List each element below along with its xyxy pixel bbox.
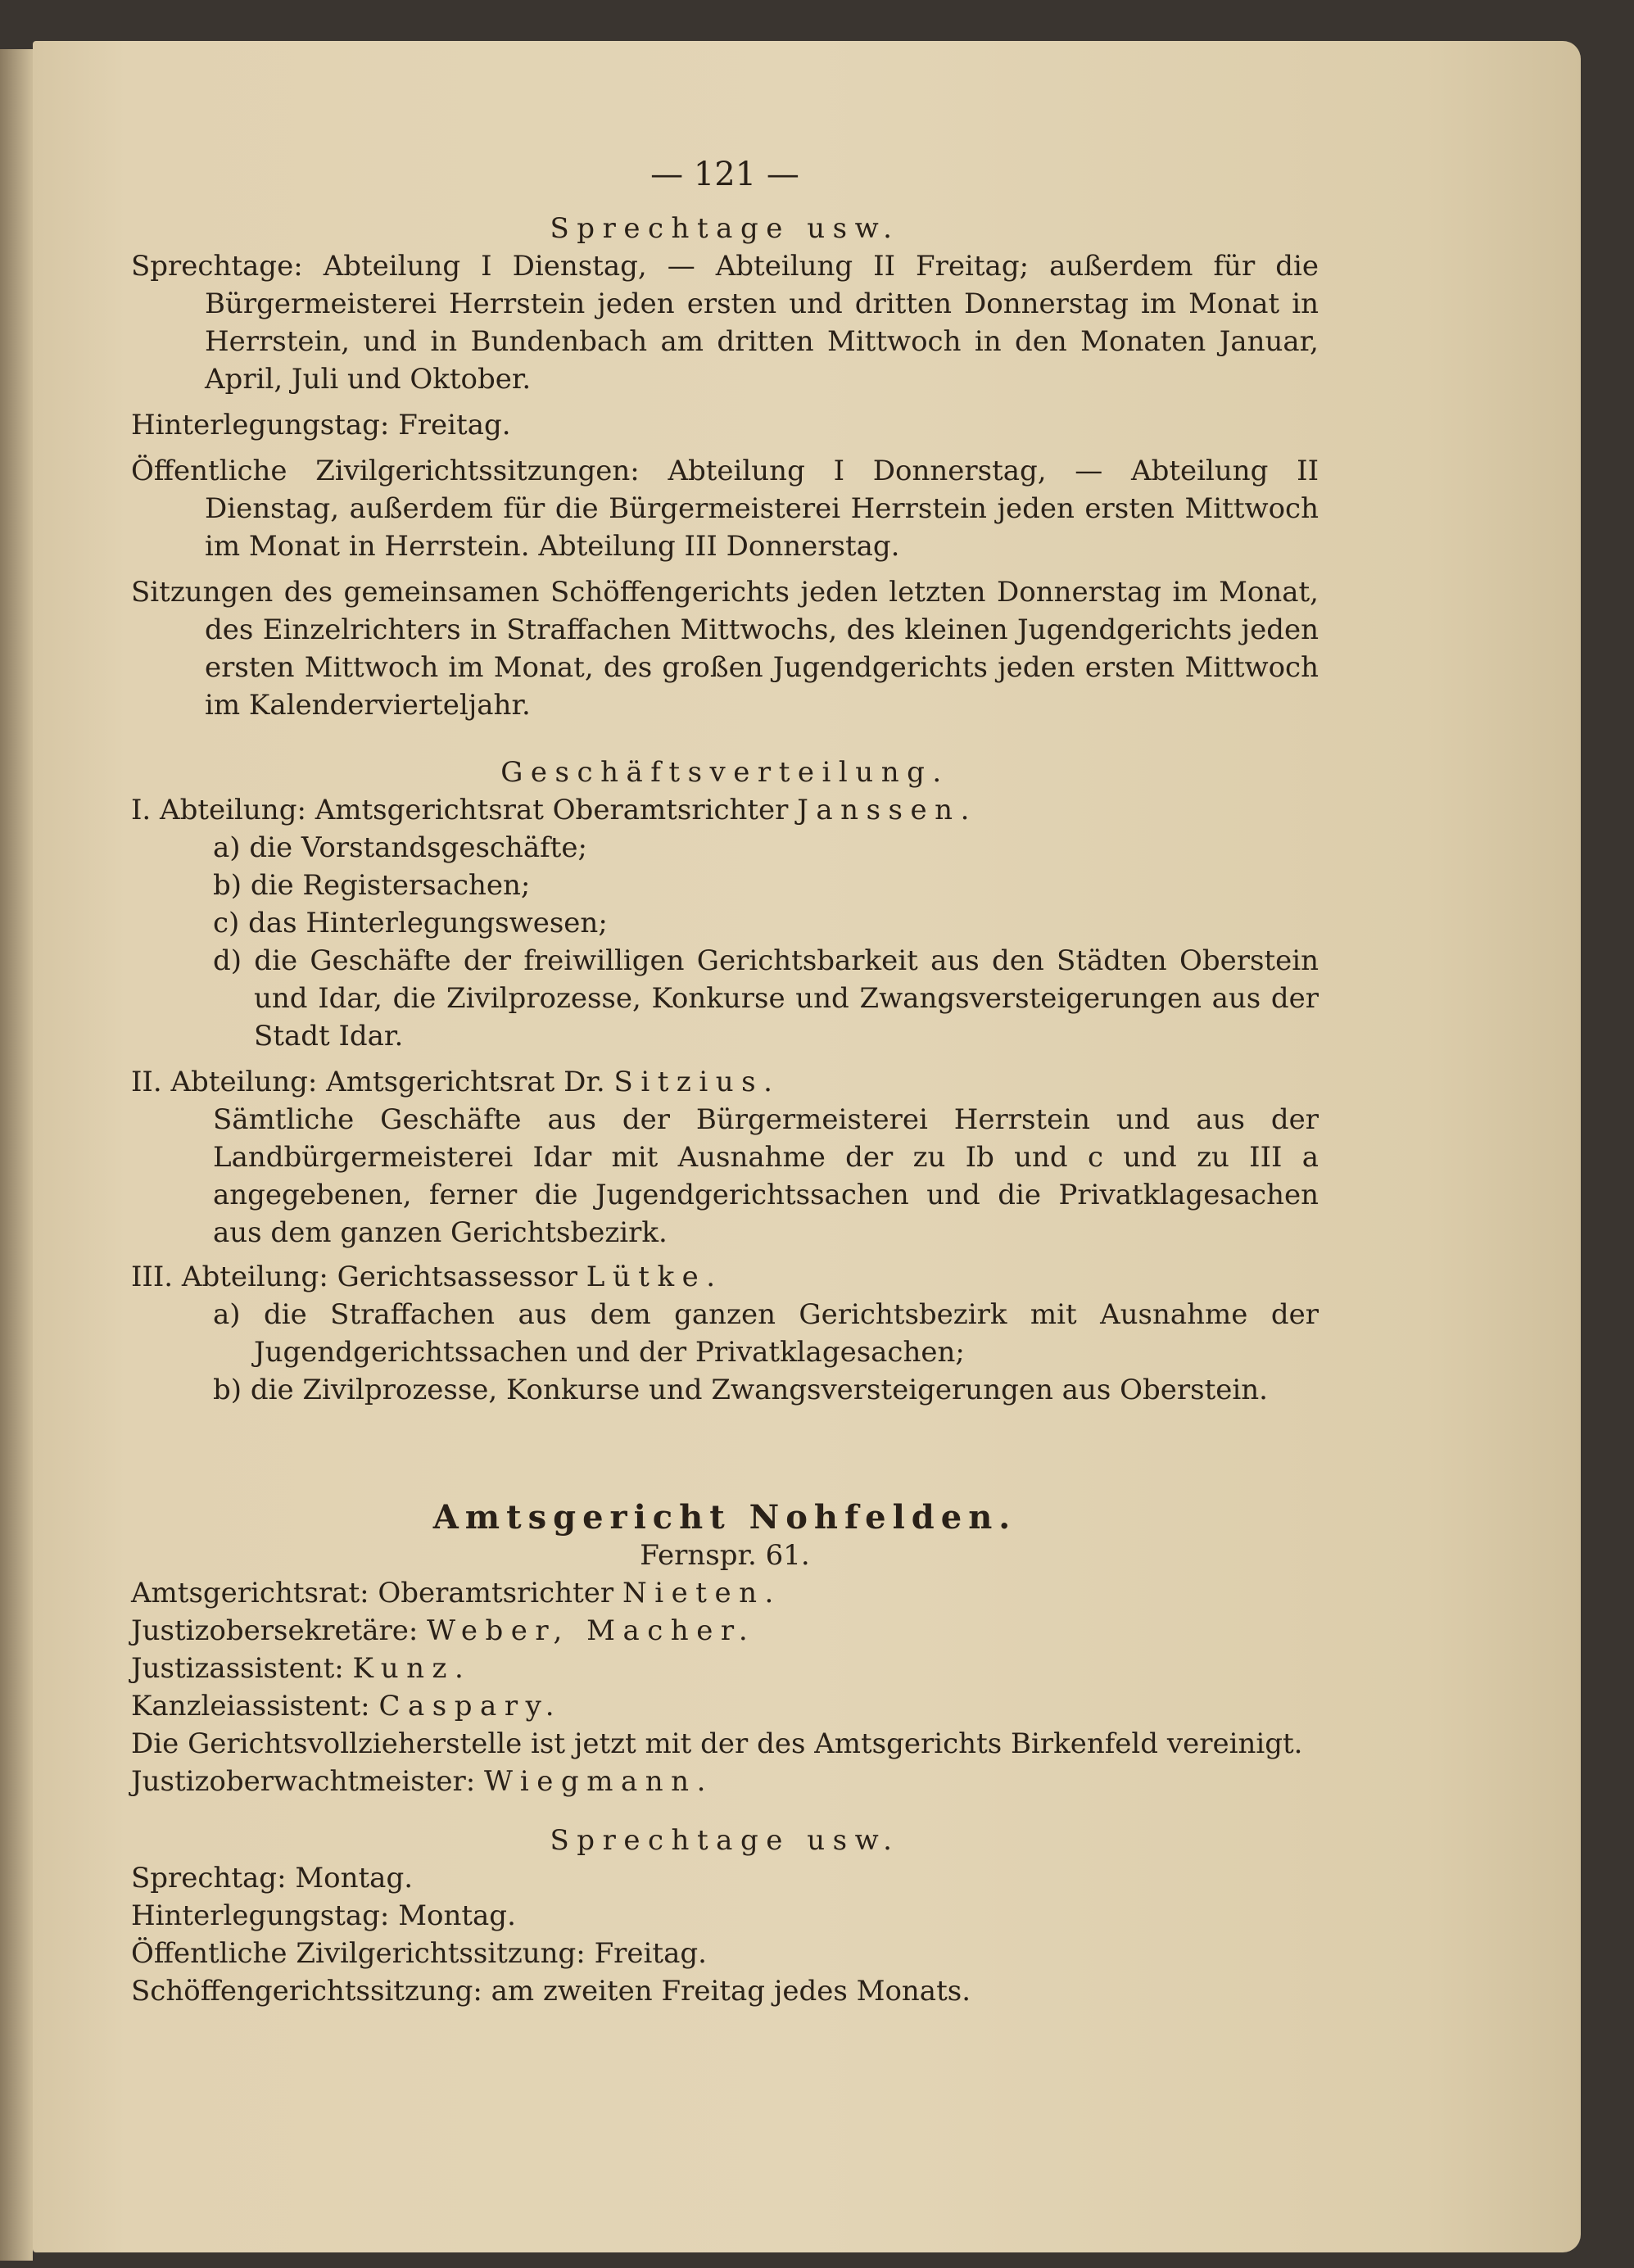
abt1-item-d: d) die Geschäfte der freiwilligen Gerichtsbarkeit aus den Städten Oberstein und Idar, die Zivilprozesse, Konkurse und Zwangsversteigerungen aus der Stadt Idar. bbox=[213, 944, 1319, 1053]
final-line: Schöffengerichtssitzung: am zweiten Freitag jedes Monats. bbox=[131, 1975, 971, 2008]
staff-row: Justizoberwachtmeister: Wiegmann. bbox=[131, 1765, 713, 1798]
page-text bbox=[131, 156, 1319, 2010]
label: Hinterlegungstag: bbox=[131, 409, 390, 441]
abteilung-3-head: III. Abteilung: Gerichtsassessor Lütke. bbox=[131, 1261, 723, 1293]
gerichtsvollzieher-note: Die Gerichtsvollzieherstelle ist jetzt mit der des Amtsgerichts Birkenfeld vereinigt. bbox=[131, 1727, 1303, 1760]
abteilung-2-head: II. Abteilung: Amtsgerichtsrat Dr. Sitzius. bbox=[131, 1066, 781, 1098]
staff-row: Kanzleiassistent: Caspary. bbox=[131, 1690, 563, 1723]
abt3-item-b: b) die Zivilprozesse, Konkurse und Zwangsversteigerungen aus Oberstein. bbox=[213, 1374, 1268, 1406]
final-line: Öffentliche Zivilgerichtssitzung: Freitag. bbox=[131, 1937, 707, 1970]
text: Abteilung I Dienstag, — Abteilung II Freitag; außerdem für die Bürgermeisterei Herrstein jeden ersten und dritten Donnerstag im Monat in Herrstein, und in Bundenbach am dritten Mittwoch in den Monaten Januar, April, Juli und Oktober. bbox=[205, 250, 1319, 396]
label: Öffentliche Zivilgerichtssitzungen: bbox=[131, 455, 640, 487]
abt2-text: Sämtliche Geschäfte aus der Bürgermeisterei Herrstein und aus der Landbürgermeisterei Idar mit Ausnahme der zu Ib und c und zu III a angegebenen, ferner die Jugendgerichtssachen und die Privatklagesachen aus dem ganzen Gerichtsbezirk. bbox=[213, 1103, 1319, 1249]
judge-name: Lütke. bbox=[586, 1261, 723, 1293]
section-title-geschaeftsverteilung: Geschäftsverteilung. bbox=[500, 756, 949, 789]
final-line: Sprechtag: Montag. bbox=[131, 1862, 414, 1895]
judge-name: Sitzius. bbox=[613, 1066, 781, 1098]
judge-name: Janssen. bbox=[797, 794, 977, 826]
paragraph-sitzungen: Sitzungen des gemeinsamen Schöffengerichts jeden letzten Donnerstag im Monat, des Einzelrichters in Straffachen Mittwochs, des kleinen Jugendgerichts jeden ersten Mittwoch im Monat, des großen Jugendgerichts jeden ersten Mittwoch im Kalendervierteljahr. bbox=[131, 576, 1319, 722]
abt1-item-a: a) die Vorstandsgeschäfte; bbox=[213, 831, 587, 864]
staff-row: Amtsgerichtsrat: Oberamtsrichter Nieten. bbox=[131, 1577, 781, 1609]
page-number: — 121 — bbox=[650, 156, 799, 193]
court-phone: Fernspr. 61. bbox=[640, 1539, 810, 1572]
text: Freitag. bbox=[398, 409, 511, 441]
text: Abteilung I Donnerstag, — Abteilung II Dienstag, außerdem für die Bürgermeisterei Herrstein jeden ersten Mittwoch im Monat in Herrstein. Abteilung III Donnerstag. bbox=[205, 455, 1319, 563]
abt1-item-c: c) das Hinterlegungswesen; bbox=[213, 907, 608, 939]
abteilung-1-head: I. Abteilung: Amtsgerichtsrat Oberamtsrichter Janssen. bbox=[131, 794, 977, 826]
paragraph-sprechtage bbox=[131, 247, 1319, 398]
section-title-sprechtage: Sprechtage usw. bbox=[550, 212, 900, 245]
label: Sprechtage: bbox=[131, 250, 303, 283]
final-line: Hinterlegungstag: Montag. bbox=[131, 1899, 516, 1932]
abt3-item-a: a) die Straffachen aus dem ganzen Gerichtsbezirk mit Ausnahme der Jugendgerichtssachen und der Privatklagesachen; bbox=[213, 1298, 1319, 1369]
left-page-edge bbox=[0, 49, 33, 2261]
staff-row: Justizassistent: Kunz. bbox=[131, 1652, 472, 1685]
paragraph-hinterlegung bbox=[131, 406, 1319, 444]
court-title: Amtsgericht Nohfelden. bbox=[432, 1498, 1017, 1537]
section-title-sprechtage-2: Sprechtage usw. bbox=[550, 1824, 900, 1857]
abt1-item-b: b) die Registersachen; bbox=[213, 869, 531, 902]
staff-row: Justizobersekretäre: Weber, Macher. bbox=[131, 1614, 756, 1647]
paragraph-oeffentliche bbox=[131, 452, 1319, 565]
